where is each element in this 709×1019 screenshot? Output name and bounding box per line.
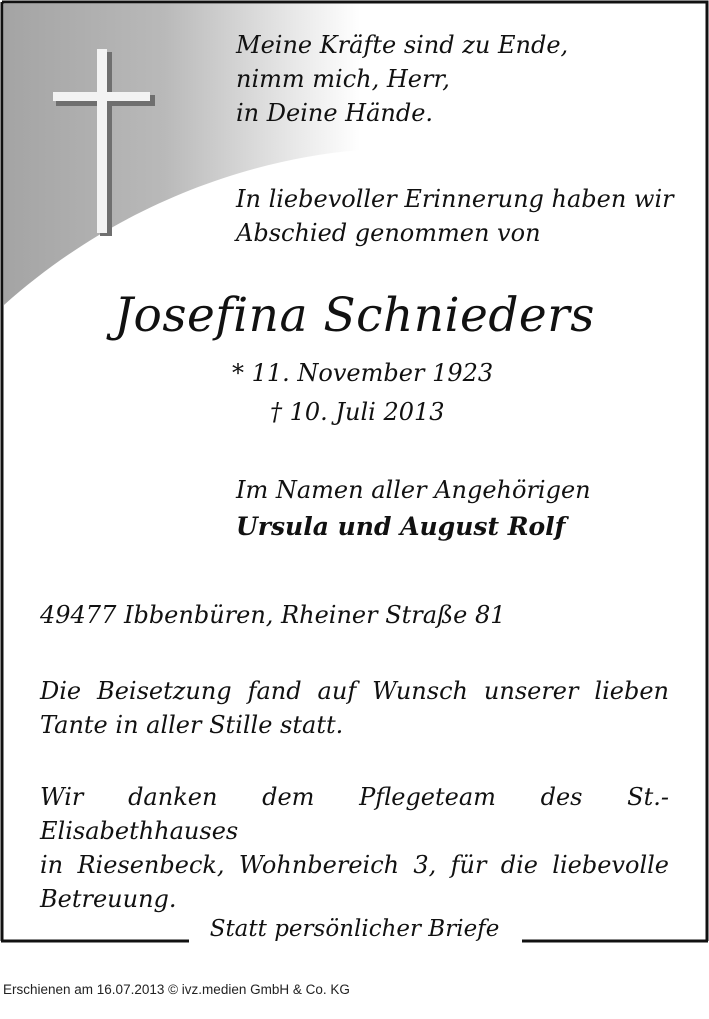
death-date: † 10. Juli 2013 [270,398,445,426]
verse-line-2: nimm mich, Herr, [236,65,450,93]
funeral-line-1: Die Beisetzung fand auf Wunsch unserer lieben [40,677,669,705]
funeral-line-2: Tante in aller Stille statt. [40,711,344,739]
verse-line-3: in Deine Hände. [236,99,434,127]
address: 49477 Ibbenbüren, Rheiner Straße 81 [40,601,506,629]
publication-footer: Erschienen am 16.07.2013 © ivz.medien GmbH & Co. KG [3,982,350,997]
mourners-intro: Im Namen aller Angehörigen [236,476,591,504]
verse-line-1: Meine Kräfte sind zu Ende, [236,31,569,59]
mourners-names: Ursula und August Rolf [236,512,566,541]
closing-note: Statt persönlicher Briefe [209,916,500,942]
thanks-notice [40,780,669,916]
verse [236,28,568,130]
memory-line-1: In liebevoller Erinnerung haben wir [236,185,674,213]
deceased-name: Josefina Schnieders [114,288,595,343]
memory-text [236,182,674,250]
thanks-line-3: Betreuung. [40,885,177,913]
memory-line-2: Abschied genommen von [236,219,541,247]
funeral-notice [40,674,669,742]
thanks-line-2: in Riesenbeck, Wohnbereich 3, für die liebevolle [40,851,669,879]
thanks-line-1: Wir danken dem Pflegeteam des St.-Elisabethhauses [40,783,669,845]
birth-date: * 11. November 1923 [232,359,494,387]
